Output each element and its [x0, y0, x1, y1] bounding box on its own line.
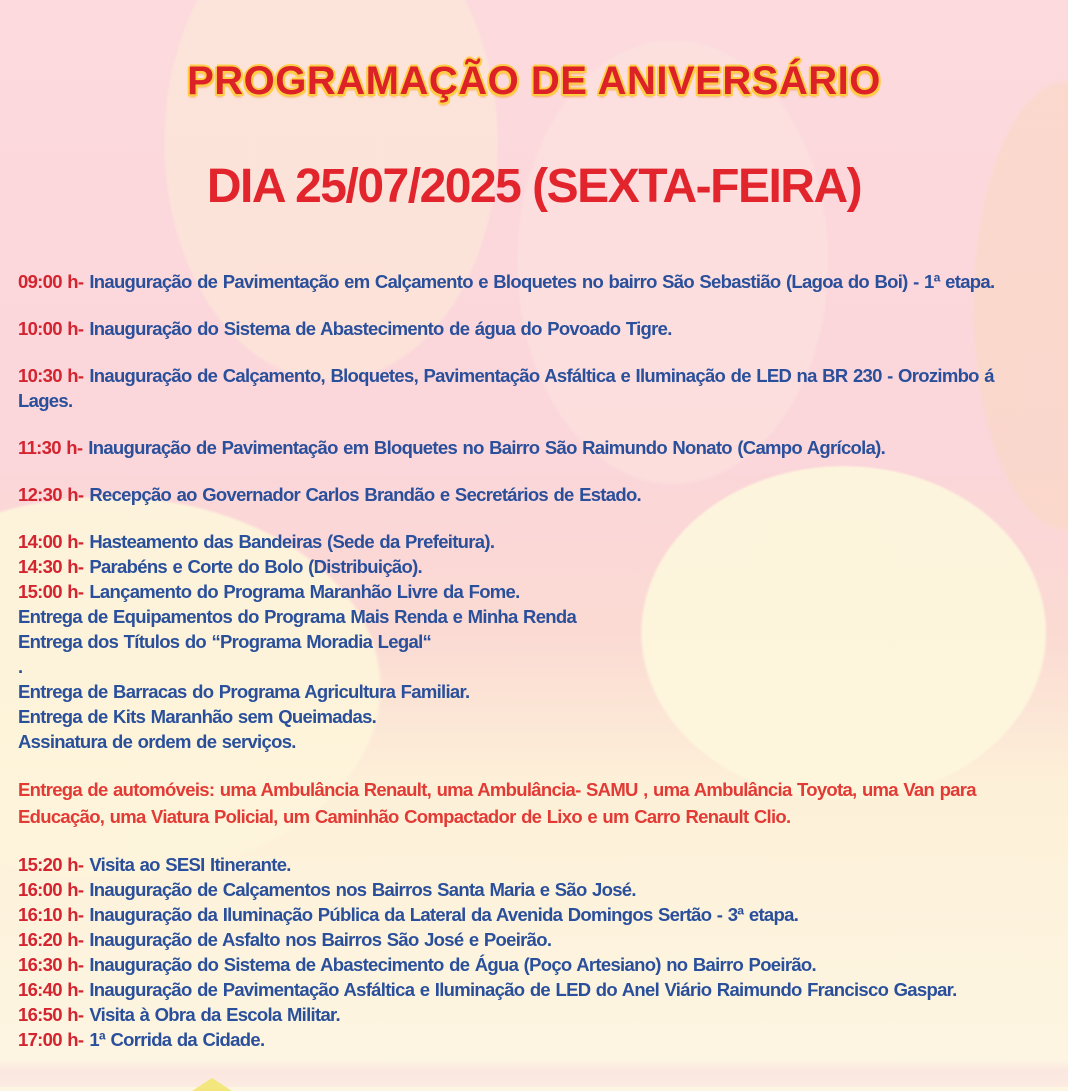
schedule-item [18, 679, 1052, 704]
item-text: Inauguração do Sistema de Abastecimento de Água (Poço Artesiano) no Bairro Poeirão. [89, 953, 816, 975]
page-title: PROGRAMAÇÃO DE ANIVERSÁRIO [187, 58, 881, 103]
schedule-item [18, 952, 1052, 977]
schedule-item [18, 629, 1052, 654]
bottom-pink-band [0, 1059, 1068, 1087]
item-time: 16:20 h- [18, 928, 84, 950]
item-text: Inauguração de Calçamentos nos Bairros Santa Maria e São José. [89, 878, 636, 900]
schedule-item [18, 316, 1052, 341]
schedule-item [18, 977, 1052, 1002]
item-time: 10:00 h- [18, 317, 84, 339]
item-time: 16:50 h- [18, 1003, 84, 1025]
schedule-item [18, 1027, 1052, 1052]
delivery-highlight-paragraph [18, 776, 1052, 830]
item-text: Inauguração do Sistema de Abastecimento de água do Povoado Tigre. [89, 317, 672, 339]
item-text: Visita ao SESI Itinerante. [89, 853, 291, 875]
schedule-item [18, 435, 1052, 460]
item-text: Entrega de automóveis: uma Ambulância Renault, uma Ambulância- SAMU , uma Ambulância Toyota, uma Van para Educação, uma Viatura Policial, um Caminhão Compactador de Lixo e um Carro Renault Clio. [18, 778, 976, 827]
item-time: 11:30 h- [18, 436, 83, 458]
item-text: Entrega de Barracas do Programa Agricultura Familiar. [18, 680, 470, 702]
flyer-page [0, 27, 1068, 1091]
item-time: 17:00 h- [18, 1028, 84, 1050]
item-text: . [18, 655, 23, 677]
item-time: 16:30 h- [18, 953, 84, 975]
schedule-item [18, 704, 1052, 729]
item-time: 10:30 h- [18, 364, 84, 386]
item-text: Entrega de Kits Maranhão sem Queimadas. [18, 705, 377, 727]
schedule-item [18, 529, 1052, 554]
item-text: Inauguração de Pavimentação Asfáltica e Iluminação de LED do Anel Viário Raimundo Francisco Gaspar. [89, 978, 957, 1000]
item-text: 1ª Corrida da Cidade. [89, 1028, 265, 1050]
item-text: Entrega de Equipamentos do Programa Mais Renda e Minha Renda [18, 605, 577, 627]
item-text: Recepção ao Governador Carlos Brandão e Secretários de Estado. [89, 483, 641, 505]
schedule-item [18, 654, 1052, 679]
item-text: Parabéns e Corte do Bolo (Distribuição). [89, 555, 422, 577]
date-heading: DIA 25/07/2025 (SEXTA-FEIRA) [206, 159, 862, 213]
item-time: 09:00 h- [18, 270, 84, 292]
item-text: Lançamento do Programa Maranhão Livre da Fome. [89, 580, 520, 602]
item-time: 15:20 h- [18, 853, 84, 875]
item-time: 12:30 h- [18, 483, 84, 505]
item-time: 16:10 h- [18, 903, 84, 925]
schedule-item [18, 363, 1052, 413]
schedule-list [18, 269, 1052, 1052]
item-time: 14:00 h- [18, 530, 84, 552]
item-text: Entrega dos Títulos do “Programa Moradia Legal“ [18, 630, 432, 652]
item-text: Visita à Obra da Escola Militar. [89, 1003, 340, 1025]
schedule-item [18, 927, 1052, 952]
schedule-item [18, 604, 1052, 629]
schedule-item [18, 1002, 1052, 1027]
schedule-item [18, 554, 1052, 579]
item-time: 16:00 h- [18, 878, 84, 900]
item-text: Inauguração da Iluminação Pública da Lateral da Avenida Domingos Sertão - 3ª etapa. [89, 903, 799, 925]
star-tip-decoration [192, 1078, 232, 1091]
item-text: Hasteamento das Bandeiras (Sede da Prefeitura). [89, 530, 495, 552]
schedule-item [18, 877, 1052, 902]
item-text: Assinatura de ordem de serviços. [18, 730, 296, 752]
schedule-item [18, 852, 1052, 877]
schedule-item [18, 729, 1052, 754]
item-text: Inauguração de Asfalto nos Bairros São José e Poeirão. [89, 928, 552, 950]
schedule-item [18, 579, 1052, 604]
schedule-item [18, 482, 1052, 507]
schedule-item [18, 269, 1052, 294]
item-text: Inauguração de Pavimentação em Bloquetes no Bairro São Raimundo Nonato (Campo Agrícola). [88, 436, 886, 458]
item-text: Inauguração de Pavimentação em Calçamento e Bloquetes no bairro São Sebastião (Lagoa do Boi) - 1ª etapa. [89, 270, 995, 292]
item-time: 16:40 h- [18, 978, 84, 1000]
item-time: 15:00 h- [18, 580, 84, 602]
schedule-item [18, 902, 1052, 927]
item-time: 14:30 h- [18, 555, 84, 577]
item-text: Inauguração de Calçamento, Bloquetes, Pavimentação Asfáltica e Iluminação de LED na BR 230 - Orozimbo á Lages. [18, 364, 994, 411]
